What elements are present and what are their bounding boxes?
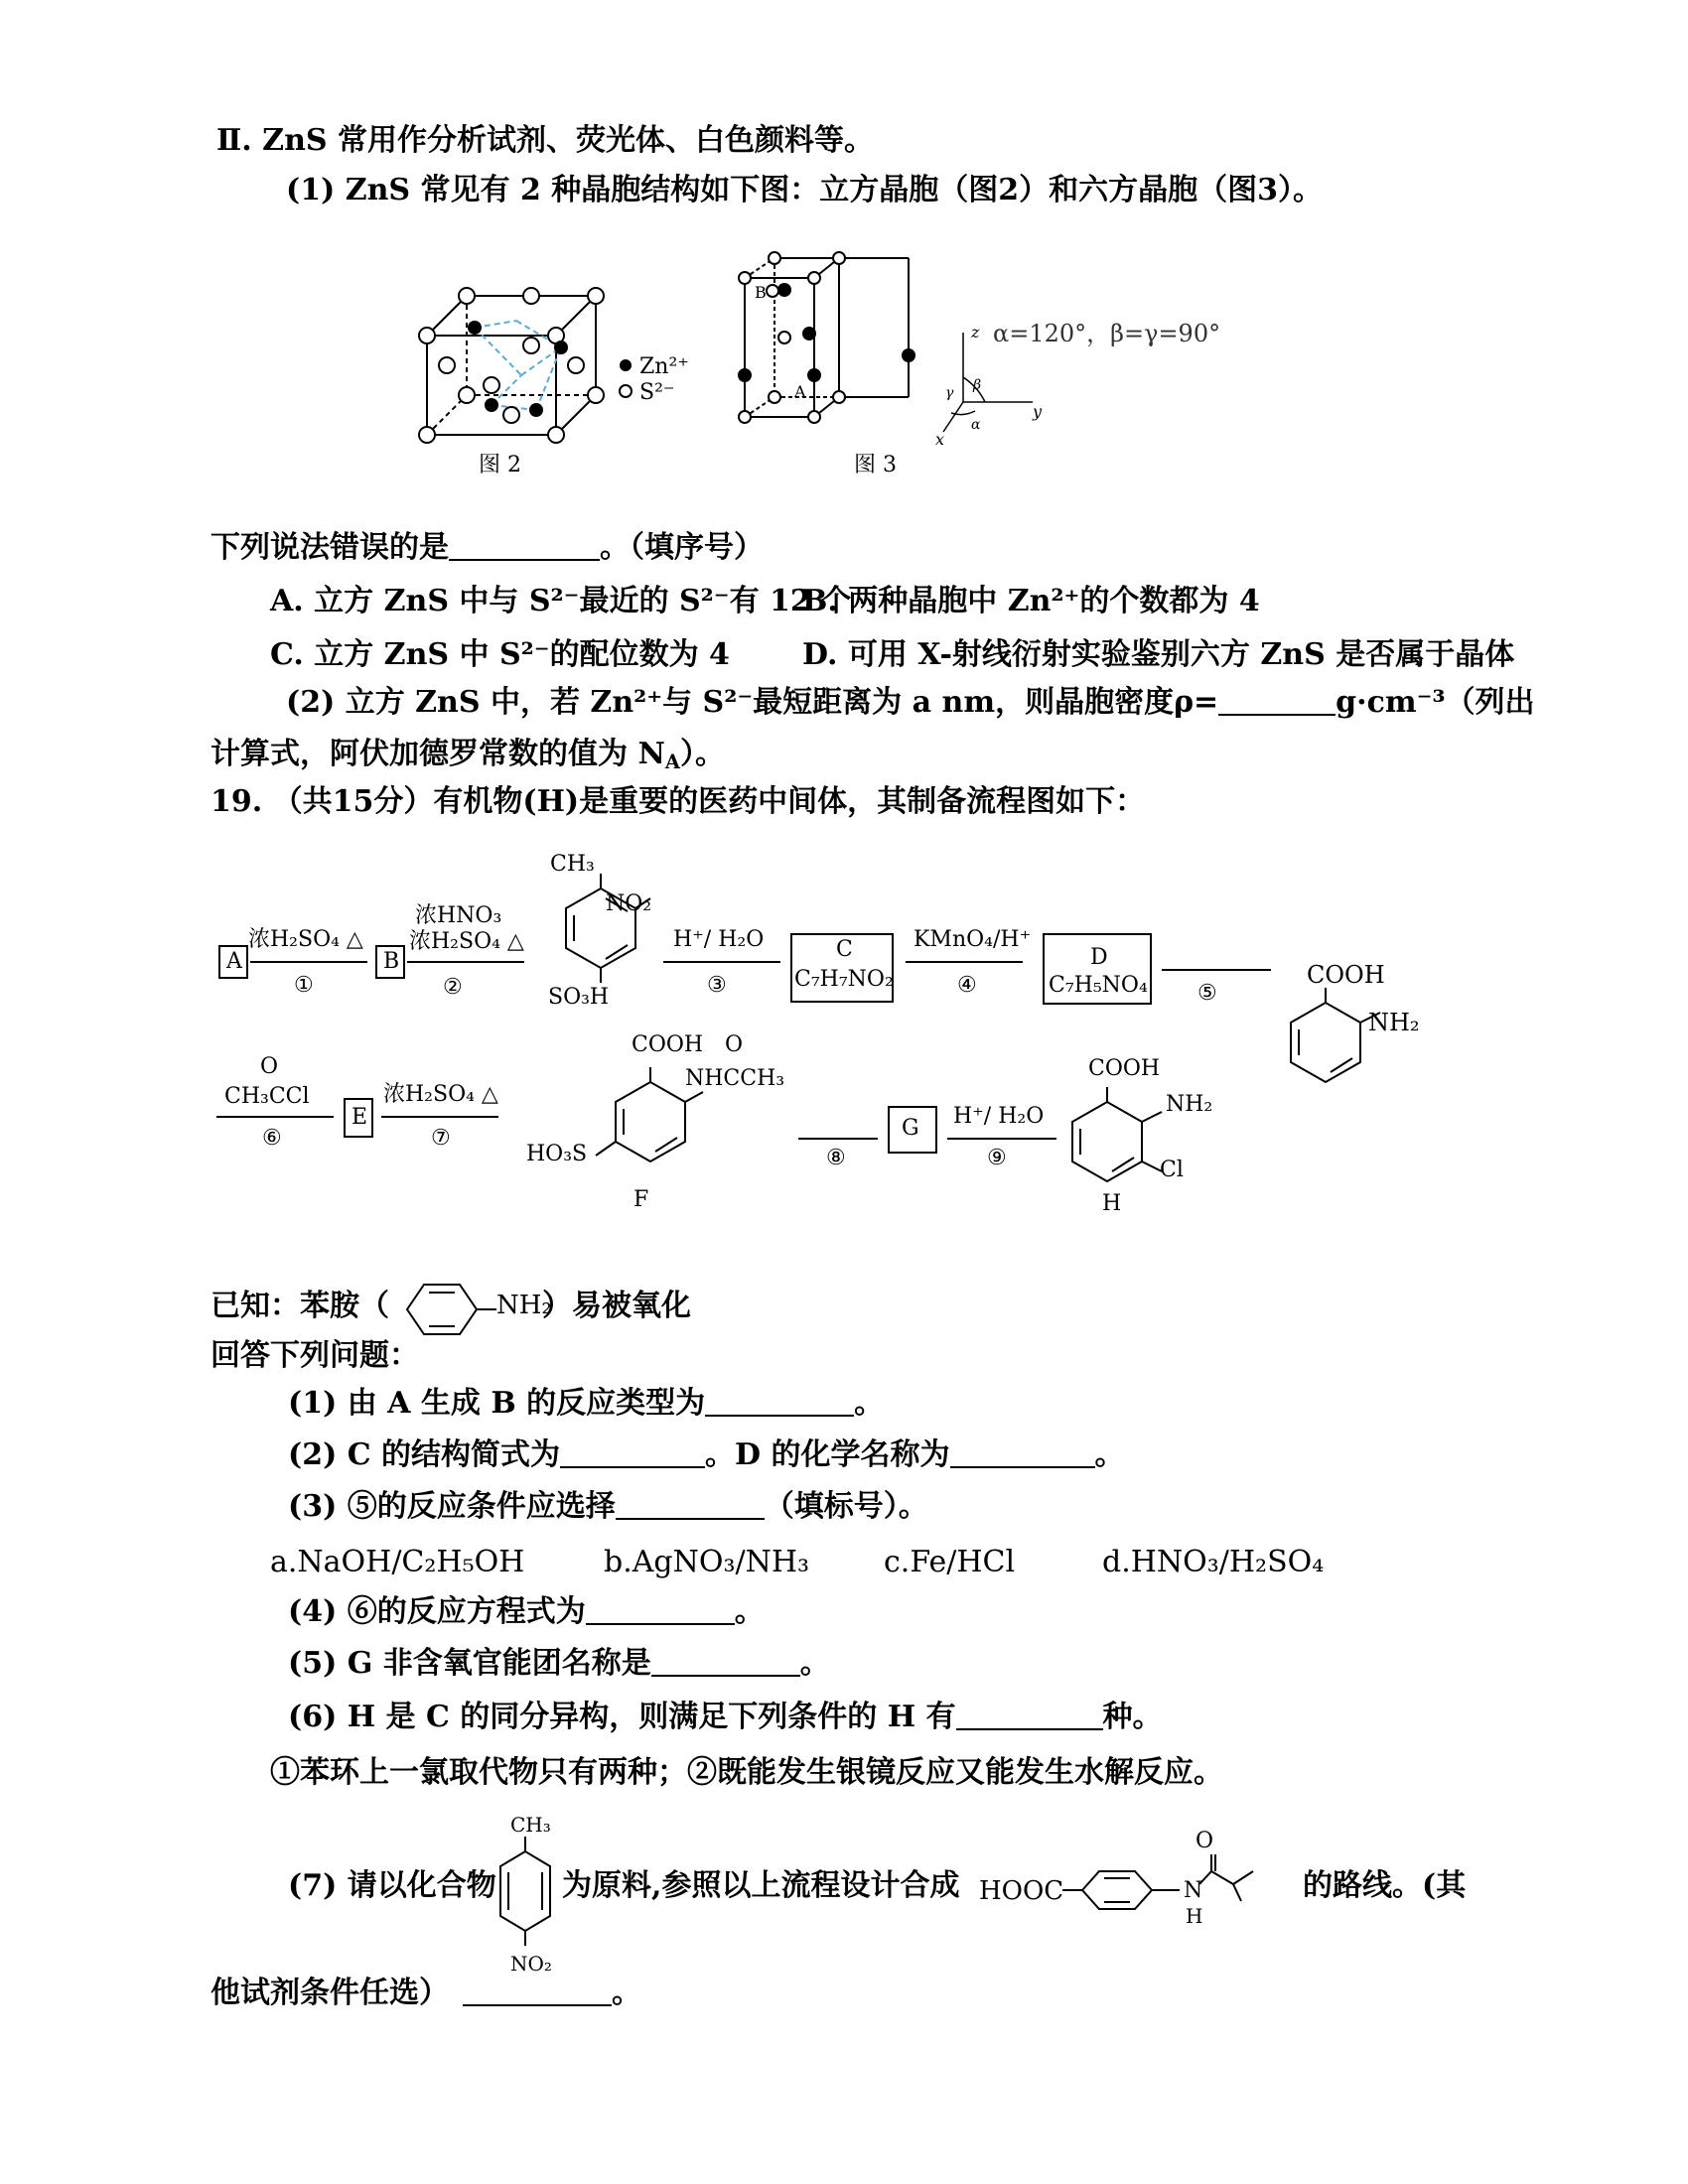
label-o-target: O [1196, 1829, 1214, 1853]
answer-blank-6[interactable] [956, 1699, 1103, 1730]
compound-g: G [902, 1116, 919, 1141]
wrong-statement-question: 下列说法错误的是 。（填序号） [211, 530, 764, 565]
step-3-number: ③ [707, 973, 727, 998]
answer-blank-7[interactable] [463, 1975, 612, 2006]
label-ch3: CH₃ [550, 852, 595, 877]
arrow-step-3 [663, 961, 780, 963]
label-o-f: O [725, 1032, 744, 1057]
label-ch3-7: CH₃ [510, 1813, 551, 1837]
svg-text:x: x [935, 430, 945, 447]
known-prefix: 已知：苯胺（ [211, 1289, 389, 1323]
cond-step-1: 浓H₂SO₄ △ [248, 927, 363, 952]
arrow-step-7 [381, 1116, 498, 1118]
q19-heading: 19. （共15分）有机物(H)是重要的医药中间体，其制备流程图如下： [211, 784, 1146, 819]
choice-b: b.AgNO₃/NH₃ [604, 1545, 810, 1579]
cond-step-3: H⁺/ H₂O [673, 927, 765, 952]
svg-text:γ: γ [945, 385, 954, 401]
step-4-number: ④ [957, 973, 977, 998]
compound-h-label: H [1102, 1191, 1122, 1216]
arrow-step-6 [216, 1116, 334, 1118]
cond-step-4: KMnO₄/H⁺ [914, 927, 1032, 952]
sub-question-5: (5) G 非含氧官能团名称是 。 [288, 1646, 830, 1681]
option-d: D. 可用 X-射线衍射实验鉴别六方 ZnS 是否属于晶体 [802, 637, 1515, 672]
step-8-number: ⑧ [826, 1146, 846, 1170]
choice-a: a.NaOH/C₂H₅OH [270, 1545, 525, 1579]
choice-c: c.Fe/HCl [884, 1545, 1016, 1579]
compound-e: E [352, 1105, 368, 1130]
part2-question-2: (2) 立方 ZnS 中，若 Zn²⁺与 S²⁻最短距离为 a nm，则晶胞密度ρ= g·cm⁻³（列出 [286, 685, 1535, 720]
arrow-step-1 [250, 961, 367, 963]
step-1-number: ① [294, 973, 314, 998]
figure-2-cubic-cell [407, 266, 705, 475]
svg-text:β: β [973, 377, 982, 393]
arrow-step-4 [906, 961, 1023, 963]
cond-step-9: H⁺/ H₂O [953, 1104, 1045, 1129]
hex-label-a: A [794, 382, 806, 401]
label-hooc: HOOC [979, 1876, 1064, 1906]
aniline-nh2-label: NH₂ [496, 1291, 552, 1320]
choice-d: d.HNO₃/H₂SO₄ [1102, 1545, 1325, 1579]
figure-3-caption: 图 3 [854, 453, 897, 478]
sub-question-4: (4) ⑥的反应方程式为 。 [288, 1594, 765, 1629]
figure-2-caption: 图 2 [479, 453, 521, 478]
label-so3h: SO₃H [548, 985, 610, 1010]
label-no2-7: NO₂ [510, 1952, 552, 1976]
option-b: B. 两种晶胞中 Zn²⁺的个数都为 4 [802, 584, 1260, 618]
label-nh2-2: NH₂ [1166, 1092, 1213, 1117]
option-c: C. 立方 ZnS 中 S²⁻的配位数为 4 [270, 637, 730, 672]
svg-text:α: α [971, 417, 981, 433]
answer-blank-4[interactable] [586, 1593, 735, 1625]
part2-intro: Ⅱ. ZnS 常用作分析试剂、荧光体、白色颜料等。 [216, 123, 874, 158]
figure-3-hexagonal-cell [735, 248, 923, 447]
legend-zn: Zn²⁺ [639, 354, 689, 379]
step-5-number: ⑤ [1197, 981, 1217, 1006]
sub-question-1: (1) 由 A 生成 B 的反应类型为 。 [288, 1386, 885, 1421]
sub-question-6: (6) H 是 C 的同分异构，则满足下列条件的 H 有 种。 [288, 1700, 1163, 1734]
compound-b: B [383, 949, 400, 974]
cond-step-7: 浓H₂SO₄ △ [383, 1082, 498, 1107]
answer-blank-2b[interactable] [950, 1436, 1095, 1468]
option-a: A. 立方 ZnS 中与 S²⁻最近的 S²⁻有 12 个 [270, 584, 852, 618]
answer-blank-3[interactable] [616, 1488, 765, 1520]
hex-label-b: B [755, 283, 767, 302]
compound-f-label: F [633, 1187, 649, 1212]
cond-step-6: CH₃CCl [224, 1084, 310, 1109]
svg-text:y: y [1033, 402, 1043, 421]
compound-a: A [226, 949, 242, 974]
compound-c-formula: C₇H₇NO₂ [794, 967, 894, 992]
sub-question-2: (2) C 的结构简式为 。D 的化学名称为 。 [288, 1437, 1125, 1472]
step-9-number: ⑨ [987, 1146, 1007, 1170]
label-nhcch3: NHCCH₃ [685, 1066, 785, 1091]
step-6-number: ⑥ [262, 1126, 282, 1151]
compound-c-label: C [836, 937, 853, 962]
compound-d-label: D [1090, 945, 1108, 970]
sub-question-6-conditions: ①苯环上一氯取代物只有两种；②既能发生银镜反应又能发生水解反应。 [270, 1755, 1223, 1790]
sub-question-7-line2: 他试剂条件任选） 。 [211, 1976, 641, 2010]
cond-step-2b: 浓H₂SO₄ △ [409, 929, 524, 954]
answer-heading: 回答下列问题： [211, 1338, 419, 1373]
cond-step-6-o: O [260, 1054, 279, 1079]
label-h-target: H [1186, 1904, 1203, 1928]
angle-text: α=120°，β=γ=90° [993, 320, 1221, 347]
arrow-step-9 [947, 1138, 1056, 1140]
answer-blank-wrong[interactable] [449, 529, 600, 561]
step-7-number: ⑦ [431, 1126, 451, 1151]
arrow-step-8 [798, 1138, 878, 1140]
legend-s: S²⁻ [639, 380, 675, 405]
answer-blank-1[interactable] [705, 1385, 854, 1417]
svg-text:z: z [971, 323, 980, 341]
part2-question-1: (1) ZnS 常见有 2 种晶胞结构如下图：立方晶胞（图2）和六方晶胞（图3）。 [286, 173, 1324, 207]
label-no2: NO₂ [606, 891, 652, 916]
known-suffix: ）易被氧化 [542, 1289, 691, 1323]
compound-d-formula: C₇H₅NO₄ [1049, 973, 1148, 998]
label-cl: Cl [1160, 1158, 1184, 1182]
label-nh2-1: NH₂ [1368, 1009, 1420, 1036]
step-2-number: ② [443, 975, 463, 1000]
label-cooh-1: COOH [1307, 961, 1385, 989]
sub-question-3: (3) ⑤的反应条件应选择 （填标号）。 [288, 1489, 928, 1524]
label-cooh-2: COOH [632, 1032, 704, 1057]
sub-question-7-prefix: (7) 请以化合物 [288, 1868, 496, 1903]
part2-question-2-line2: 计算式，阿伏加德罗常数的值为 $N_A$）。 [211, 737, 726, 773]
cond-step-2a: 浓HNO₃ [415, 903, 502, 928]
label-ho3s: HO₃S [526, 1142, 588, 1166]
sub-question-7-suffix: 的路线。(其 [1303, 1868, 1467, 1903]
arrow-step-2 [407, 961, 524, 963]
label-cooh-3: COOH [1088, 1056, 1161, 1081]
answer-blank-density[interactable] [1218, 684, 1336, 716]
sub-question-7-mid: 为原料,参照以上流程设计合成 [562, 1868, 960, 1903]
answer-blank-5[interactable] [651, 1645, 800, 1677]
label-n-target: N [1184, 1878, 1203, 1903]
arrow-step-5 [1162, 969, 1271, 971]
answer-blank-2a[interactable] [560, 1436, 705, 1468]
